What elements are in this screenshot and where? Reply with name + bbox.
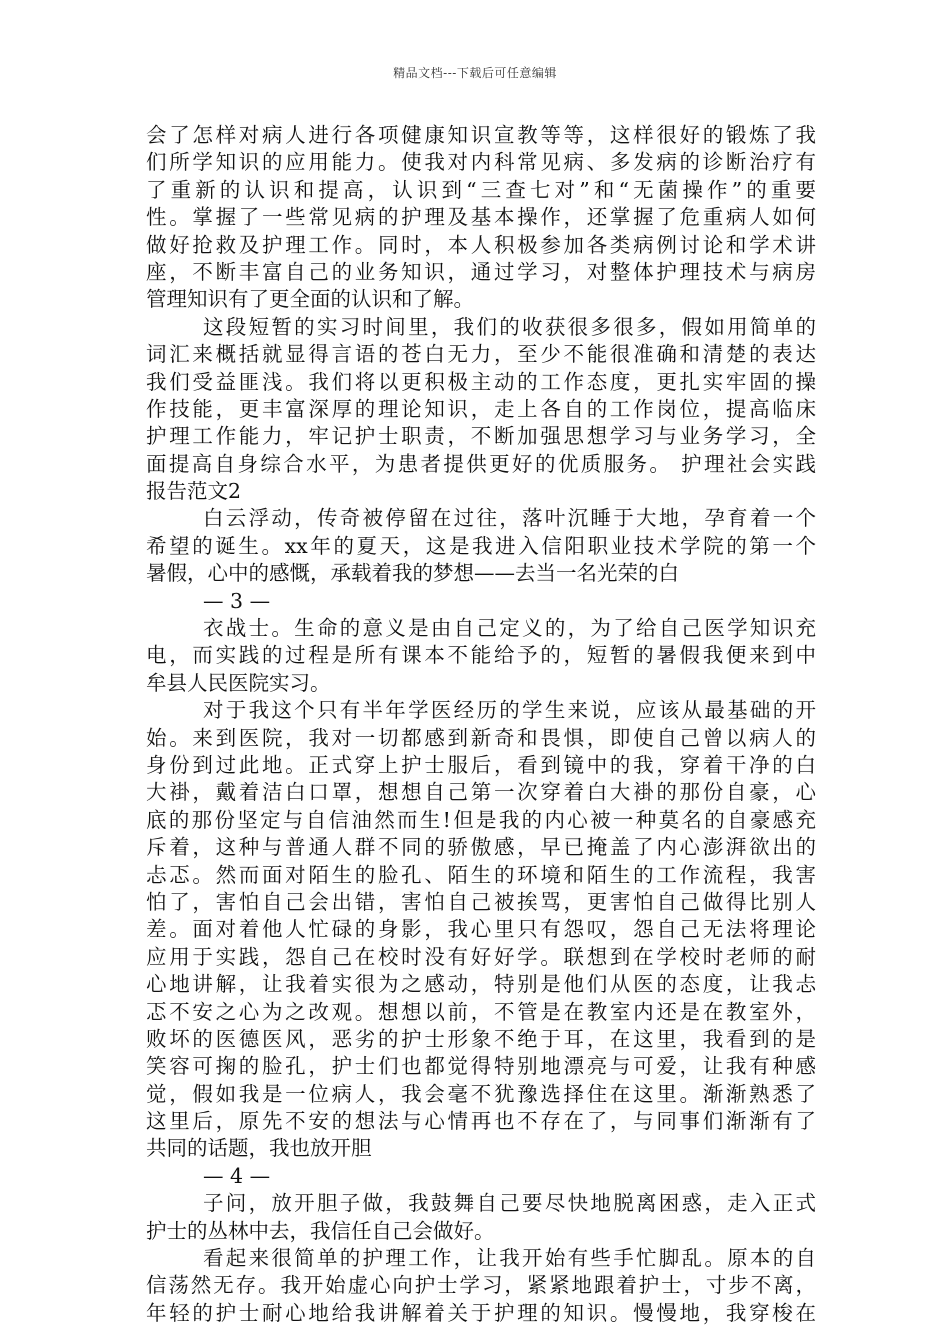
text-line: 看起来很简单的护理工作，让我开始有些手忙脚乱。原本的自 xyxy=(203,1246,816,1271)
text-line: 子问，放开胆子做，我鼓舞自己要尽快地脱离困惑，走入正式 xyxy=(203,1191,816,1216)
page-number: — 3 — xyxy=(203,588,271,613)
page-number: — 4 — xyxy=(203,1163,271,1188)
text-line: 底的那份坚定与自信油然而生!但是我的内心被一种莫名的自豪感充 xyxy=(146,807,816,832)
text-line: 信荡然无存。我开始虚心向护士学习，紧紧地跟着护士，寸步不离， xyxy=(146,1273,816,1298)
text-line: 报告范文2 xyxy=(146,479,242,504)
text-line: 了重新的认识和提高，认识到“三查七对”和“无菌操作”的重要 xyxy=(146,177,816,202)
text-line: 白云浮动，传奇被停留在过往，落叶沉睡于大地，孕育着一个 xyxy=(203,506,816,531)
text-line: 共同的话题，我也放开胆 xyxy=(146,1136,372,1161)
text-line: 们所学知识的应用能力。使我对内科常见病、多发病的诊断治疗有 xyxy=(146,150,816,175)
text-line: 这段短暂的实习时间里，我们的收获很多很多，假如用简单的 xyxy=(203,314,816,339)
text-line: 心地讲解，让我着实很为之感动，特别是他们从医的态度，让我忐 xyxy=(146,972,816,997)
text-line: 性。掌握了一些常见病的护理及基本操作，还掌握了危重病人如何 xyxy=(146,205,816,230)
text-line: 大褂，戴着洁白口罩，想想自己第一次穿着白大褂的那份自豪，心 xyxy=(146,780,816,805)
text-line: 这里后，原先不安的想法与心情再也不存在了，与同事们渐渐有了 xyxy=(146,1109,816,1134)
text-line: 座，不断丰富自己的业务知识，通过学习，对整体护理技术与病房 xyxy=(146,259,816,284)
text-line: 忑不安之心为之改观。想想以前，不管是在教室内还是在教室外， xyxy=(146,999,816,1024)
text-line: 年轻的护士耐心地给我讲解着关于护理的知识。慢慢地，我穿梭在 xyxy=(146,1300,816,1325)
text-line: 作技能，更丰富深厚的理论知识，走上各自的工作岗位，提高临床 xyxy=(146,396,816,421)
text-line: 始。来到医院，我对一切都感到新奇和畏惧，即使自己曾以病人的 xyxy=(146,725,816,750)
text-line: 忐忑。然而面对陌生的脸孔、陌生的环境和陌生的工作流程，我害 xyxy=(146,862,816,887)
text-line: 对于我这个只有半年学医经历的学生来说，应该从最基础的开 xyxy=(203,698,816,723)
text-line: 护士的丛林中去，我信任自己会做好。 xyxy=(146,1218,495,1243)
page-header: 精品文档---下载后可任意编辑 xyxy=(393,66,557,80)
text-line: 护理工作能力，牢记护士职责，不断加强思想学习与业务学习，全 xyxy=(146,424,816,449)
text-line: 电，而实践的过程是所有课本不能给予的，短暂的暑假我便来到中 xyxy=(146,643,816,668)
text-line: 差。面对着他人忙碌的身影，我心里只有怨叹，怨自己无法将理论 xyxy=(146,917,816,942)
text-line: 面提高自身综合水平，为患者提供更好的优质服务。 护理社会实践 xyxy=(146,451,816,476)
text-line: 做好抢救及护理工作。同时，本人积极参加各类病例讨论和学术讲 xyxy=(146,232,816,257)
text-line: 应用于实践，怨自己在校时没有好好学。联想到在学校时老师的耐 xyxy=(146,944,816,969)
text-line: 败坏的医德医风，恶劣的护士形象不绝于耳，在这里，我看到的是 xyxy=(146,1026,816,1051)
text-line: 斥着，这种与普通人群不同的骄傲感，早已掩盖了内心澎湃欲出的 xyxy=(146,835,816,860)
text-line: 身份到过此地。正式穿上护士服后，看到镜中的我，穿着干净的白 xyxy=(146,752,816,777)
text-line: 暑假，心中的感慨，承载着我的梦想——去当一名光荣的白 xyxy=(146,561,679,586)
document-body xyxy=(146,122,816,1327)
text-line: 我们受益匪浅。我们将以更积极主动的工作态度，更扎实牢固的操 xyxy=(146,369,816,394)
text-line: 觉，假如我是一位病人，我会毫不犹豫选择住在这里。渐渐熟悉了 xyxy=(146,1081,816,1106)
text-line: 笑容可掬的脸孔，护士们也都觉得特别地漂亮与可爱，让我有种感 xyxy=(146,1054,816,1079)
text-line: 牟县人民医院实习。 xyxy=(146,670,331,695)
text-line: 怕了，害怕自己会出错，害怕自己被挨骂，更害怕自己做得比别人 xyxy=(146,889,816,914)
text-line: 管理知识有了更全面的认识和了解。 xyxy=(146,287,474,312)
text-line: 衣战士。生命的意义是由自己定义的，为了给自己医学知识充 xyxy=(203,616,816,641)
text-line: 会了怎样对病人进行各项健康知识宣教等等，这样很好的锻炼了我 xyxy=(146,123,816,147)
text-line: 希望的诞生。xx年的夏天，这是我进入信阳职业技术学院的第一个 xyxy=(146,533,816,558)
text-line: 词汇来概括就显得言语的苍白无力，至少不能很准确和清楚的表达 xyxy=(146,342,816,367)
